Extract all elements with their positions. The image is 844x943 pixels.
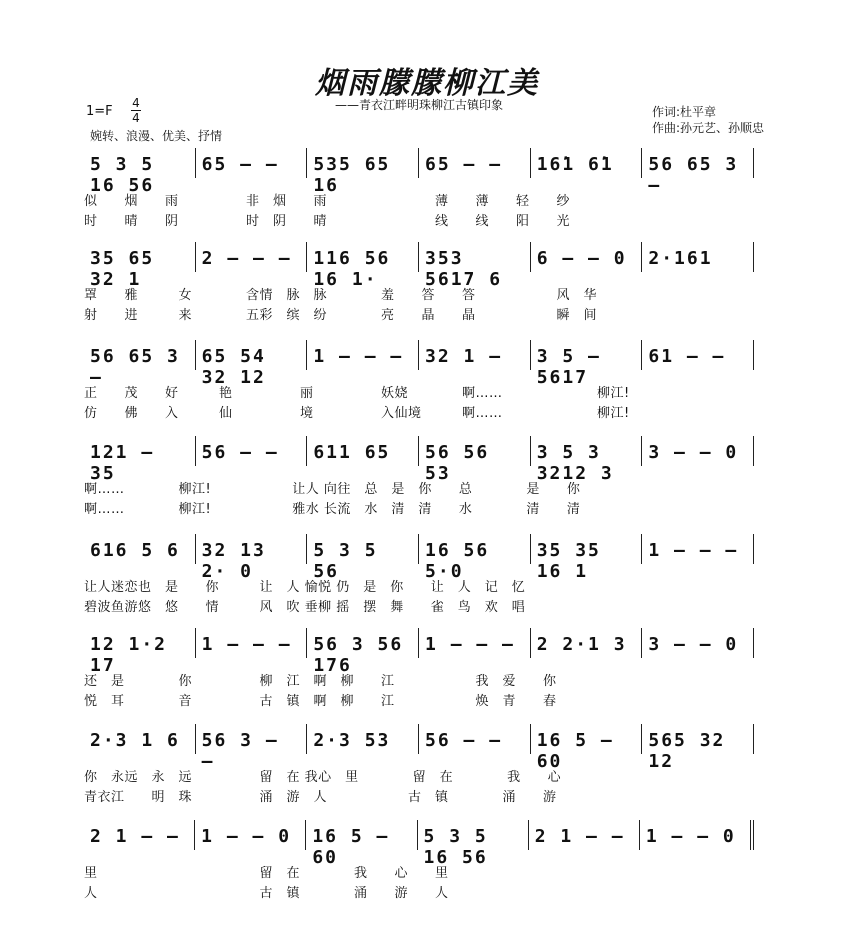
lyric-verse-2: 碧波鱼游悠 悠 情 风 吹 垂柳 摇 摆 舞 雀 鸟 欢 唱	[84, 600, 526, 615]
measure: 616 5 6	[90, 540, 180, 561]
measure: 3 — — 0	[641, 628, 754, 658]
lyric-verse-2: 仿 佛 入 仙 境 入仙境 啊…… 柳江!	[84, 406, 630, 421]
measure: 56 — —	[195, 436, 307, 466]
measure: 5 3 5 16 56	[90, 154, 155, 196]
lyric-verse-2: 青衣江 明 珠 涌 游 人 古 镇 涌 游	[84, 790, 557, 805]
measure: 61 — —	[641, 340, 754, 370]
composer-credit: 作曲:孙元艺、孙顺忠	[652, 121, 765, 135]
meter-top: 4	[132, 96, 140, 110]
measure: 65 54 32 12	[195, 340, 307, 370]
lyric-verse-1: 罩 雅 女 含情 脉 脉 羞 答 答 风 华	[84, 288, 598, 303]
measure: 611 65	[306, 436, 418, 466]
measure: 6 — — 0	[530, 242, 642, 272]
measure: 32 1 —	[418, 340, 530, 370]
measure: 2·161	[641, 242, 754, 272]
measure: 56 — —	[418, 724, 530, 754]
measure: 2·3 53	[306, 724, 418, 754]
notation-line	[84, 724, 754, 772]
measure: 32 13 2· 0	[195, 534, 307, 564]
measure: 1 — — —	[306, 340, 418, 370]
score-system	[84, 820, 754, 930]
measure: 1 — — 0	[639, 820, 754, 850]
measure: 16̇1 6̇1	[530, 148, 642, 178]
measure: 56 3 — —	[195, 724, 307, 754]
measure: 535 65 16	[306, 148, 418, 178]
credits	[652, 104, 764, 136]
notation-line	[84, 628, 754, 676]
score-system	[84, 436, 754, 546]
measure: 65 — —	[195, 148, 307, 178]
lyric-verse-1: 啊…… 柳江! 让人 向往 总 是 你 总 是 你	[84, 482, 581, 497]
lyric-verse-1: 还 是 你 柳 江 啊 柳 江 我 爱 你	[84, 674, 557, 689]
lyric-verse-2: 射 进 来 五彩 缤 纷 亮 晶 晶 瞬 间	[84, 308, 598, 323]
measure: 1 — — 0	[194, 820, 305, 850]
measure: 5 3 5 56	[306, 534, 418, 564]
measure: 1 — — —	[418, 628, 530, 658]
meter-bottom: 4	[132, 111, 140, 125]
lyric-verse-2: 人 古 镇 涌 游 人	[84, 886, 449, 901]
lyric-verse-2: 悦 耳 音 古 镇 啊 柳 江 焕 青 春	[84, 694, 557, 709]
notation-line	[84, 820, 754, 868]
lyric-verse-2: 啊…… 柳江! 雅水 长流 水 清 清 水 清 清	[84, 502, 581, 517]
key-signature: 1=F	[86, 104, 113, 119]
measure: 3 5 — 5617	[530, 340, 642, 370]
lyricist-credit: 作词:杜平章	[652, 105, 717, 119]
score-system	[84, 628, 754, 738]
measure: 116 56 16 1·	[306, 242, 418, 272]
measure: 16 56 5·0	[418, 534, 530, 564]
measure: 3 — — 0	[641, 436, 754, 466]
measure: 2 — — —	[195, 242, 307, 272]
score-system	[84, 724, 754, 834]
measure: 2 1 — —	[528, 820, 639, 850]
measure: 65 — —	[418, 148, 530, 178]
measure: 16 5 — 60	[530, 724, 642, 754]
time-signature	[131, 97, 141, 124]
measure: 16 5 — 60	[305, 820, 416, 850]
notation-line	[84, 436, 754, 484]
measure: 56 65 3 —	[90, 346, 180, 388]
score-system	[84, 340, 754, 450]
notation-line	[84, 534, 754, 582]
measure: 2·3 1 6	[90, 730, 180, 751]
measure: 56 3 56 176	[306, 628, 418, 658]
measure: 565 32 12	[641, 724, 754, 754]
lyric-verse-1: 正 茂 好 艳 丽 妖娆 啊…… 柳江!	[84, 386, 630, 401]
measure: 1 — — —	[641, 534, 754, 564]
measure: 56 56 53	[418, 436, 530, 466]
measure: 56 65 3 —	[641, 148, 754, 178]
song-subtitle: ——青衣江畔明珠柳江古镇印象	[335, 98, 504, 112]
lyric-verse-1: 你 永远 永 远 留 在 我心 里 留 在 我 心	[84, 770, 562, 785]
notation-line	[84, 242, 754, 290]
measure: 121 — 35	[90, 442, 155, 484]
lyric-verse-1: 里 留 在 我 心 里	[84, 866, 449, 881]
measure: 5 3 5 16 56	[417, 820, 528, 850]
score-system	[84, 242, 754, 352]
measure: 35 65 32 1	[90, 248, 155, 290]
measure: 35 35 16 1	[530, 534, 642, 564]
measure: 2 1 — —	[90, 826, 180, 847]
measure: 12 1·2 17	[90, 634, 168, 676]
lyric-verse-1: 似 烟 雨 非 烟 雨 薄 薄 轻 纱	[84, 194, 571, 209]
measure: 1 — — —	[195, 628, 307, 658]
measure: 2 2·1 3	[530, 628, 642, 658]
measure: 3 5 3 3212 3	[530, 436, 642, 466]
lyric-verse-2: 时 晴 阴 时 阴 晴 线 线 阳 光	[84, 214, 571, 229]
measure: 353 5617 6	[418, 242, 530, 272]
notation-line	[84, 340, 754, 388]
lyric-verse-1: 让人迷恋也 是 你 让 人 愉悦 仍 是 你 让 人 记 忆	[84, 580, 526, 595]
mood-marking: 婉转、浪漫、优美、抒情	[90, 129, 223, 143]
notation-line	[84, 148, 754, 196]
song-title: 烟雨朦朦柳江美	[315, 66, 539, 101]
